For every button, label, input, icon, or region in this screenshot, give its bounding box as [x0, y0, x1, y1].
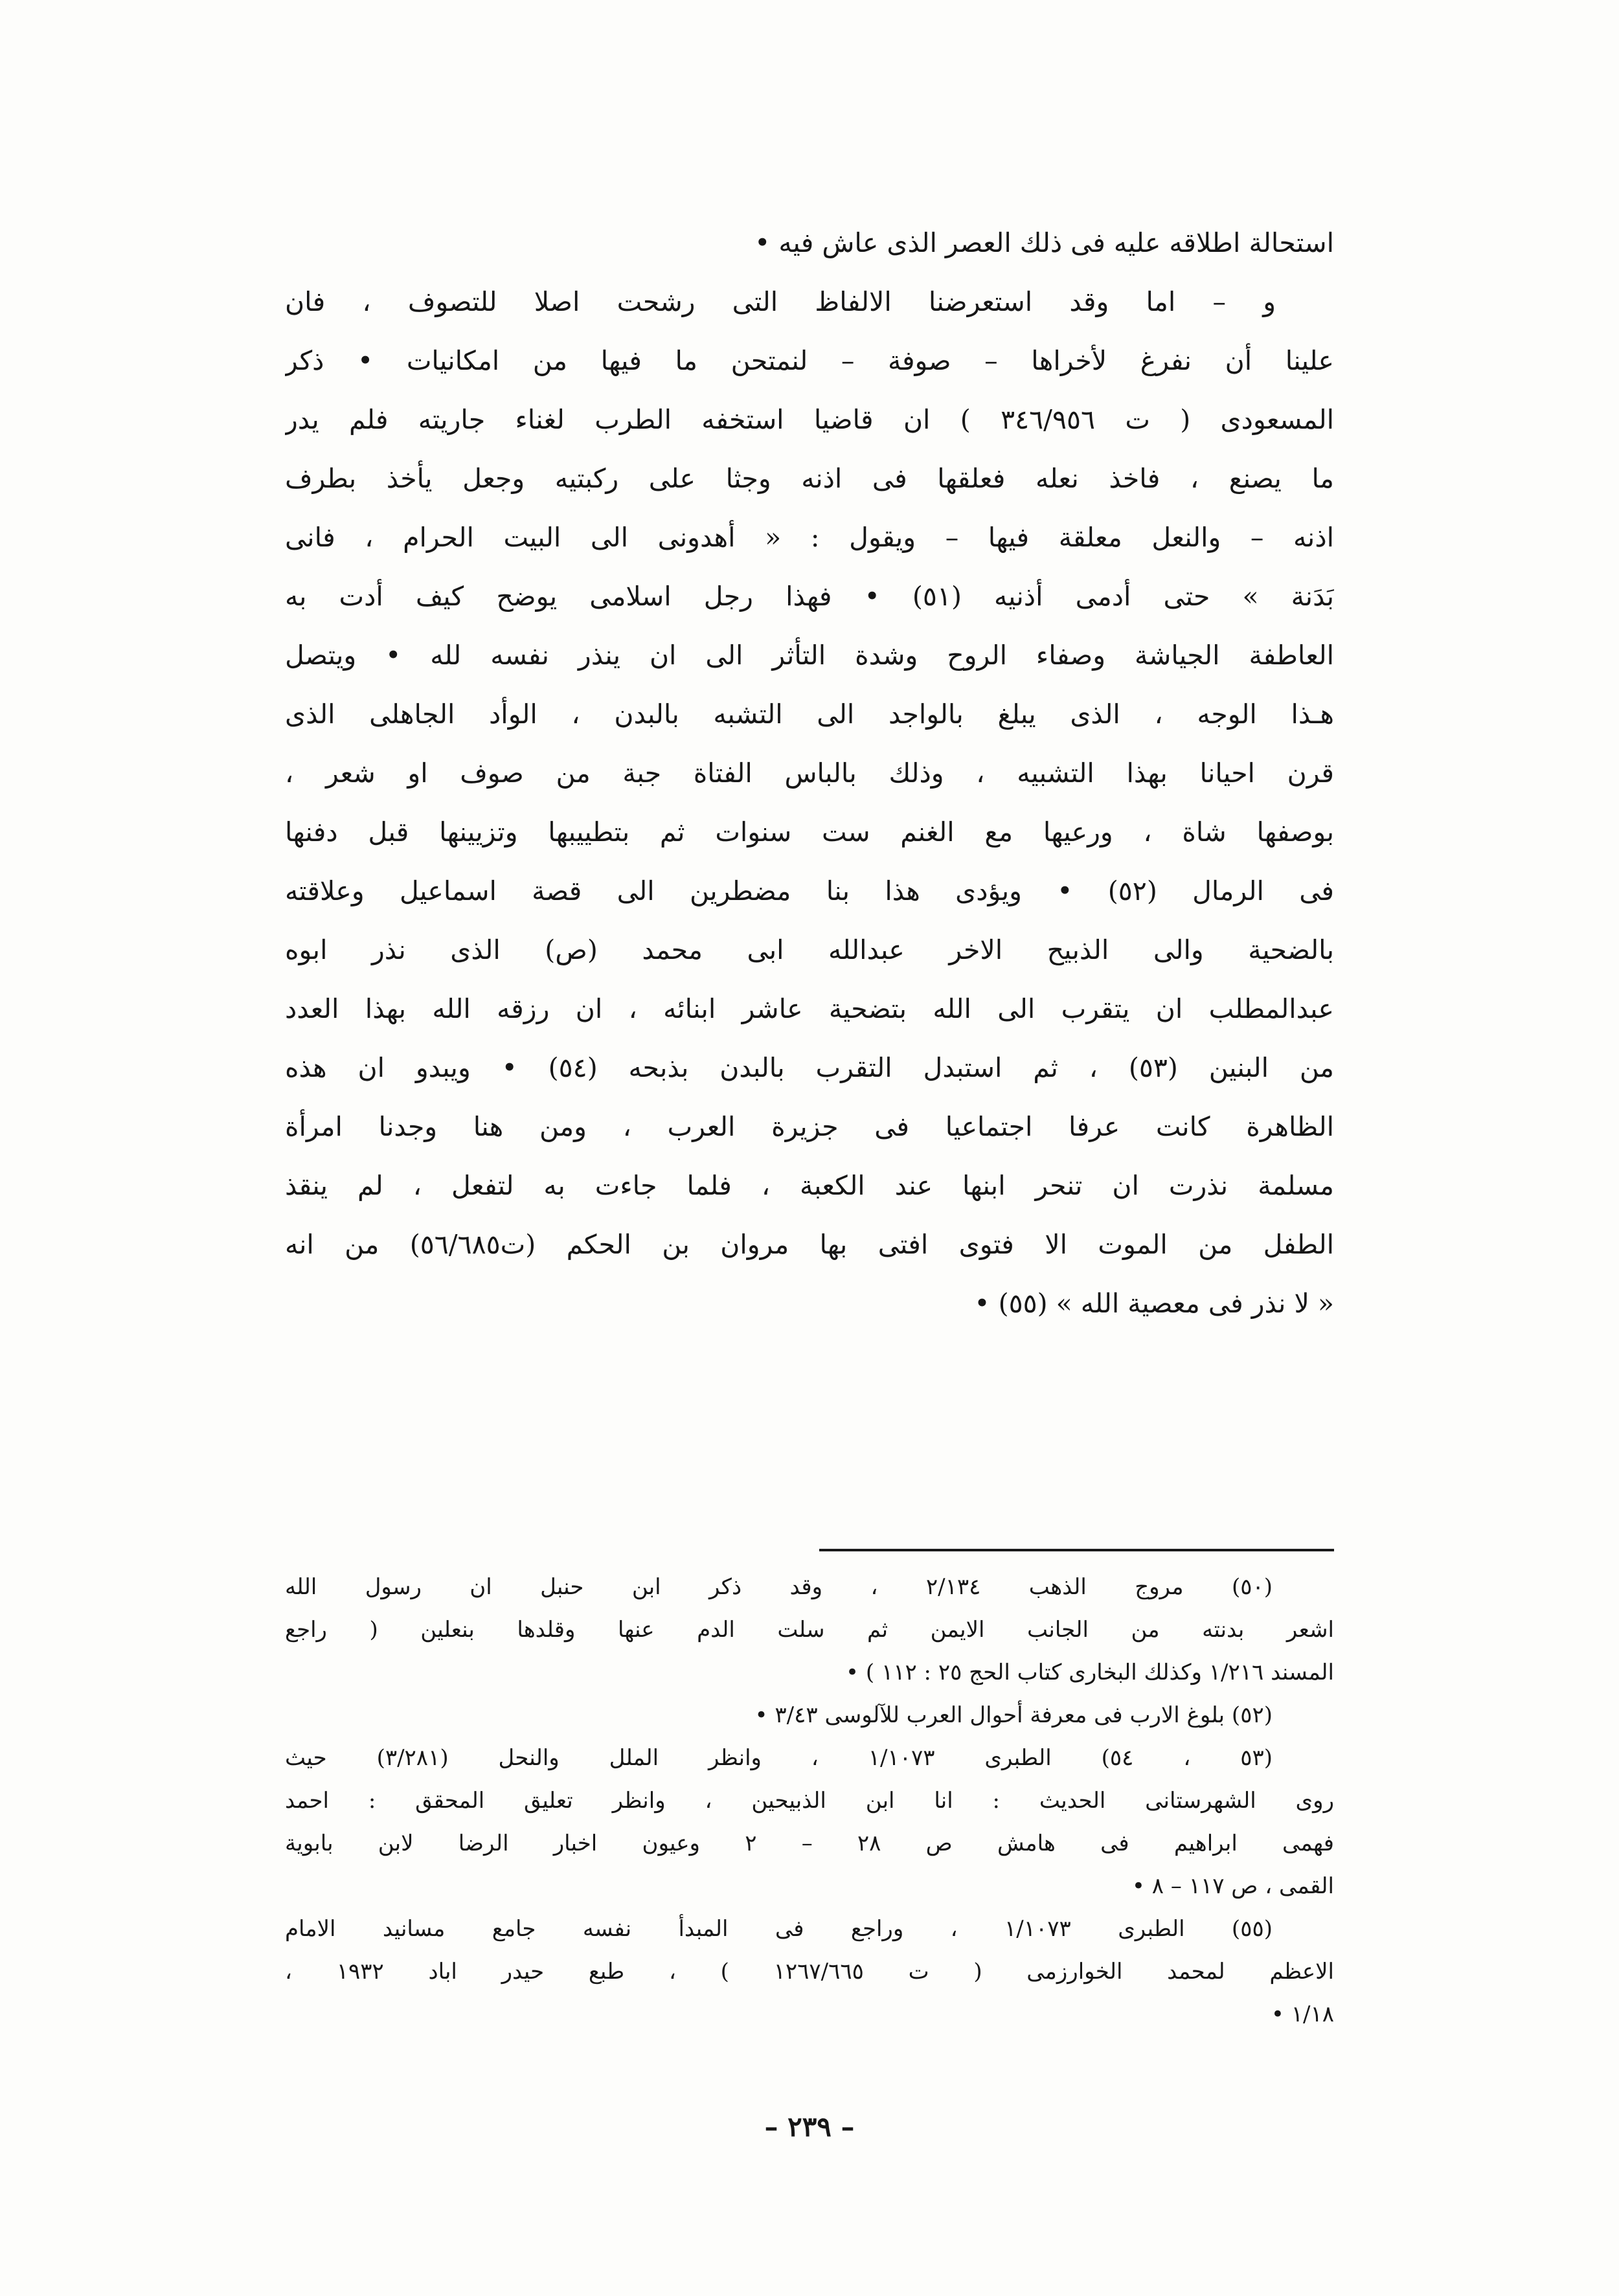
text-line: مسلمة نذرت ان تنحر ابنها عند الكعبة ، فلما جاءت به لتفعل ، لم ينقذ [285, 1170, 1334, 1201]
footnote-line: المسند ١/٢١٦ وكذلك البخارى كتاب الحج ٢٥ : ١١٢ ) • [846, 1660, 1334, 1685]
text-line: بوصفها شاة ، ورعيها مع الغنم ست سنوات ثم بتطييبها وتزيينها قبل دفنها [285, 816, 1334, 848]
text-line: الظاهرة كانت عرفا اجتماعيا فى جزيرة العرب ، ومن هنا وجدنا امرأة [285, 1111, 1334, 1142]
text-line: استحالة اطلاقه عليه فى ذلك العصر الذى عاش فيه • [754, 227, 1334, 258]
footnotes [285, 1566, 1334, 2036]
text-line: بالضحية والى الذبيح الاخر عبدالله ابى محمد (ص) الذى نذر ابوه [285, 934, 1334, 965]
text-line: بَدَنة » حتى أدمى أذنيه (٥١) • فهذا رجل اسلامى يوضح كيف أدت به [285, 581, 1334, 612]
footnote-line: (٥٢) بلوغ الارب فى معرفة أحوال العرب للآلوسى ٣/٤٣ • [754, 1702, 1273, 1728]
footnote-line: (٥٥) الطبرى ١/١٠٧٣ ، وراجع فى المبدأ نفسه جامع مسانيد الامام [285, 1916, 1273, 1942]
footnote-line: فهمى ابراهيم فى هامش ص ٢٨ – ٢ وعيون اخبار الرضا لابن بابوية [285, 1830, 1334, 1856]
footnote-line: (٥٠) مروج الذهب ٢/١٣٤ ، وقد ذكر ابن حنبل ان رسول الله [285, 1574, 1273, 1600]
footnote-line: روى الشهرستانى الحديث : انا ابن الذبيحين ، وانظر تعليق المحقق : احمد [285, 1788, 1334, 1814]
text-line: فى الرمال (٥٢) • ويؤدى هذا بنا مضطرين الى قصة اسماعيل وعلاقته [285, 875, 1334, 906]
text-line: هـذا الوجه ، الذى يبلغ بالواجد الى التشبه بالبدن ، الوأد الجاهلى الذى [285, 699, 1334, 730]
footnote-line: القمى ، ص ١١٧ – ٨ • [1131, 1873, 1334, 1899]
text-line: من البنين (٥٣) ، ثم استبدل التقرب بالبدن بذبحه (٥٤) • ويبدو ان هذه [285, 1052, 1334, 1083]
text-line: علينا أن نفرغ لأخراها – صوفة – لنمتحن ما فيها من امكانيات • ذكر [285, 345, 1334, 376]
footnote-line: الاعظم لمحمد الخوارزمى ( ت ١٢٦٧/٦٦٥ ) ، طبع حيدر اباد ١٩٣٢ ، [285, 1959, 1334, 1985]
text-line: و – اما وقد استعرضنا الالفاظ التى رشحت اصلا للتصوف ، فان [285, 286, 1276, 317]
text-line: « لا نذر فى معصية الله » (٥٥) • [974, 1288, 1334, 1319]
footnote-line: اشعر بدنته من الجانب الايمن ثم سلت الدم عنها وقلدها بنعلين ( راجع [285, 1617, 1334, 1643]
main-text [285, 214, 1334, 1333]
text-line: عبدالمطلب ان يتقرب الى الله بتضحية عاشر ابنائه ، ان رزقه الله بهذا العدد [285, 993, 1334, 1024]
footnote-line: (٥٣ ، ٥٤) الطبرى ١/١٠٧٣ ، وانظر الملل والنحل (٣/٢٨١) حيث [285, 1745, 1273, 1771]
page-number: – ٢٣٩ – [764, 2111, 855, 2143]
text-line: اذنه – والنعل معلقة فيها – ويقول : « أهدونى الى البيت الحرام ، فانى [285, 522, 1334, 553]
text-line: المسعودى ( ت ٣٤٦/٩٥٦ ) ان قاضيا استخفه الطرب لغناء جاريته فلم يدر [285, 404, 1334, 435]
footnote-line: ١/١٨ • [1271, 2001, 1334, 2027]
text-line: الطفل من الموت الا فتوى افتى بها مروان بن الحكم (ت٥٦/٦٨٥) من انه [285, 1229, 1334, 1260]
footnote-separator [819, 1549, 1334, 1551]
text-line: قرن احيانا بهذا التشبيه ، وذلك بالباس الفتاة جبة من صوف او شعر ، [285, 758, 1334, 789]
text-line: العاطفة الجياشة وصفاء الروح وشدة التأثر الى ان ينذر نفسه لله • ويتصل [285, 640, 1334, 671]
text-line: ما يصنع ، فاخذ نعله فعلقها فى اذنه وجثا على ركبتيه وجعل يأخذ بطرف [285, 463, 1334, 494]
